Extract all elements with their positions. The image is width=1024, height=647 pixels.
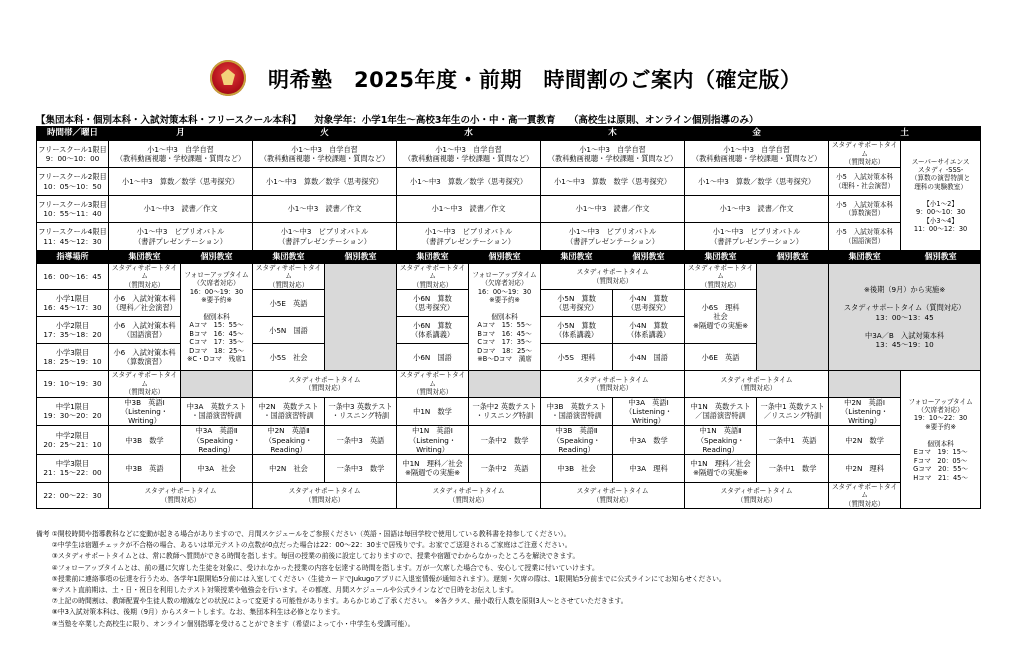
cell: 中2N 英語Ⅱ （Speaking・Reading） — [253, 426, 325, 455]
cell: 中3B 英語 — [109, 454, 181, 482]
cell: 中1N 数学 — [397, 397, 469, 426]
group-room: 集団教室 — [829, 251, 901, 264]
cell: 小1～中3 自学自習 （教科動画視聴・学校課題・質問など） — [397, 141, 541, 168]
followup-cell: フォローアップタイム （欠席者対応） 16：00～19：30 ※要予約※ 個別本科 Aコマ 15：55～ Bコマ 16：45～ Cコマ 17：35～ Dコマ 18：25～ ※C・Dコマ 残席1 — [181, 264, 253, 371]
indiv-room: 個別教室 — [325, 251, 397, 264]
slot-label: 小学3限目 18：25～19：10 — [37, 344, 109, 371]
cell: 小1～中3 読書／作文 — [685, 196, 829, 223]
slot-label: 中学1限目 19：30～20：20 — [37, 397, 109, 426]
slot-label: 中学2限目 20：25～21：10 — [37, 426, 109, 455]
cell: 小6N 算数 （体系講義） — [397, 317, 469, 344]
note-line: 備考 ①開校時間や指導教科などに変動が起きる場合がありますので、月間スケジュールをご参照ください（英語・国語は毎回学校で使用している教科書を持参してください）。 — [36, 530, 571, 538]
table-row — [37, 482, 981, 508]
cell: 小5E 英語 — [253, 290, 325, 317]
cell: 小1～中3 自学自習 （教科動画視聴・学校課題・質問など） — [109, 141, 253, 168]
cell: 一条中1 英語 — [757, 426, 829, 455]
cell: 中1N 理科／社会 ※隔週での実施※ — [685, 454, 757, 482]
place-header-row — [37, 251, 981, 264]
cell: スタディサポートタイム （質問対応） — [685, 371, 829, 397]
course-list: 【集団本科・個別本科・入試対策本科・フリースクール本科】 — [36, 115, 301, 126]
highschool-note: （高校生は原則、オンライン個別指導のみ） — [568, 115, 759, 126]
note-line: ⑦上記の時間割は、教師配置や生徒人数の増減などの状況によって変更する可能性があります。あらかじめご了承ください。 ※各クラス、最小敢行人数を原則3人～とさせていただきます。 — [36, 597, 628, 606]
cell: 中1N 英語Ⅰ （Listening・Writing） — [397, 426, 469, 455]
group-room: 集団教室 — [397, 251, 469, 264]
empty-cell — [469, 371, 541, 397]
cell: 小6E 英語 — [685, 344, 757, 371]
cell: 小1～中3 自学自習 （教科動画視聴・学校課題・質問など） — [685, 141, 829, 168]
cell: 小1～中3 読書／作文 — [109, 196, 253, 223]
indiv-room: 個別教室 — [757, 251, 829, 264]
group-room: 集団教室 — [253, 251, 325, 264]
cell: 中3A 英語Ⅱ （Speaking・Reading） — [181, 426, 253, 455]
day-wed: 水 — [397, 127, 541, 141]
cell: 小5N 算数 （体系講義） — [541, 317, 613, 344]
super-science-cell: スーパーサイエンス スタディ -SSS- （算数の演習特訓と 理科の実験教室） 【小1～2】 9：00～10：30 【小3～4】 11：00～12：30 — [901, 141, 981, 251]
cell: 中1N 理科／社会 ※隔週での実施※ — [397, 454, 469, 482]
saturday-cell: ※後期（9月）から実施※ スタディサポートタイム（質問対応） 13：00～13：45 中3A／B 入試対策本科 13：45～19：10 — [829, 264, 981, 371]
cell: 小1～中3 算数／数学（思考探究） — [685, 168, 829, 196]
cell: 一条中3 英数テスト ・リスニング特訓 — [325, 397, 397, 426]
cell: 中2N 英語Ⅰ （Listening・Writing） — [829, 397, 901, 426]
cell: 小1～中3 自学自習 （教科動画視聴・学校課題・質問など） — [253, 141, 397, 168]
cell: 中2N 英数テスト ・国語演習特訓 — [253, 397, 325, 426]
cell: 小6 入試対策本科 （国語演習） — [109, 317, 181, 344]
group-room: 集団教室 — [541, 251, 613, 264]
cell: スタディサポートタイム （質問対応） — [685, 482, 829, 508]
cell: スタディサポートタイム （質問対応） — [109, 264, 181, 290]
cell: 中3B 社会 — [541, 454, 613, 482]
note-line: ⑤授業前に連絡事項の伝達を行うため、各学年1限開始5分前には入室してください（生徒カードでJukugoアプリに入退室情報が通知されます）。遅刻・欠席の際は、1限開始5分前までに公式ラインにてお知らせください。 — [36, 574, 726, 583]
empty-cell — [829, 371, 901, 397]
target-grades: 対象学年：小学1年生～高校3年生の小・中・高一貫教育 — [314, 115, 556, 126]
cell: 小1～中3 自学自習 （教科動画視聴・学校課題・質問など） — [541, 141, 685, 168]
cell: 小4N 国語 — [613, 344, 685, 371]
cell: 小1～中3 ビブリオバトル （書評プレゼンテーション） — [253, 223, 397, 251]
cell: 中3A 数学 — [613, 426, 685, 455]
cell: 中3B 数学 — [109, 426, 181, 455]
cell: 小1～中3 ビブリオバトル （書評プレゼンテーション） — [541, 223, 685, 251]
cell: 中3B 英数テスト ・国語演習特訓 — [541, 397, 613, 426]
cell: 中3A 社会 — [181, 454, 253, 482]
cell: スタディサポートタイム （質問対応） — [685, 264, 757, 290]
slot-label: 16：00～16：45 — [37, 264, 109, 290]
cell: 小5N 算数 （思考探究） — [541, 290, 613, 317]
cell: スタディサポートタイム （質問対応） — [541, 371, 685, 397]
note-line: ④フォローアップタイムとは、前の週に欠席した生徒を対象に、受けれなかった授業の内容を伝達する時間を指します。万が一欠席した場合でも、安心して授業に付いていけます。 — [36, 563, 599, 572]
table-row — [37, 196, 981, 223]
table-row — [37, 426, 981, 455]
cell: 中3B 英語Ⅰ （Listening・Writing） — [109, 397, 181, 426]
slot-label: 小学1限目 16：45～17：30 — [37, 290, 109, 317]
cell: 小5S 理科 — [541, 344, 613, 371]
cell: 小1～中3 算数／数学（思考探究） — [109, 168, 253, 196]
notes — [36, 529, 986, 630]
slot-label: 小学2限目 17：35～18：20 — [37, 317, 109, 344]
day-mon: 月 — [109, 127, 253, 141]
cell: スタディサポートタイム （質問対応） — [829, 141, 901, 168]
cell: 小5 入試対策本科 （算数演習） — [829, 196, 901, 223]
indiv-room: 個別教室 — [469, 251, 541, 264]
empty-cell — [325, 264, 397, 371]
cell: 一条中2 英語 — [469, 454, 541, 482]
timetable — [36, 126, 981, 509]
cell: 小6N 算数 （思考探究） — [397, 290, 469, 317]
indiv-room: 個別教室 — [613, 251, 685, 264]
note-line: ⑧中3入試対策本科は、後期（9月）からスタートします。なお、集団本科生は必修となります。 — [36, 608, 345, 617]
note-line: ②中学生は宿題チェックが不合格の場合、あるいは単元テストの点数が0点だった場合は22：00～22：30まで居残りです。お家でご送迎されるご家庭はご注意ください。 — [36, 541, 572, 550]
day-thu: 木 — [541, 127, 685, 141]
cell: 小1～中3 ビブリオバトル （書評プレゼンテーション） — [109, 223, 253, 251]
page-title: 明希塾 2025年度・前期 時間割のご案内（確定版） — [268, 68, 802, 92]
cell: 一条中2 数学 — [469, 426, 541, 455]
note-line: ③スタディサポートタイムとは、常に教師へ質問ができる時間を指します。毎回の授業の前後に設定しておりますので、授業や宿題でわからなかったところを解決できます。 — [36, 552, 580, 561]
cell: 小1～中3 読書／作文 — [253, 196, 397, 223]
cell: 小1～中3 読書／作文 — [541, 196, 685, 223]
cell: 小6S 理科 社会 ※隔週での実施※ — [685, 290, 757, 344]
place-label: 指導場所 — [37, 251, 109, 264]
slot-label: 中学3限目 21：15～22：00 — [37, 454, 109, 482]
slot-label: フリースクール2限目 10：05～10：50 — [37, 168, 109, 196]
cell: 小1～中3 算数／数学（思考探究） — [397, 168, 541, 196]
table-row — [37, 264, 981, 290]
school-logo-icon — [210, 60, 246, 96]
cell: 中1N 英数テスト ／国語演習特訓 — [685, 397, 757, 426]
indiv-room: 個別教室 — [181, 251, 253, 264]
cell: スタディサポートタイム （質問対応） — [253, 371, 397, 397]
cell: スタディサポートタイム （質問対応） — [397, 264, 469, 290]
cell: 小4N 算数 （思考探究） — [613, 290, 685, 317]
table-row — [37, 397, 981, 426]
day-header-row — [37, 127, 981, 141]
cell: 中1N 英語Ⅱ （Speaking・Reading） — [685, 426, 757, 455]
cell: スタディサポートタイム （質問対応） — [397, 371, 469, 397]
slot-label: 22：00～22：30 — [37, 482, 109, 508]
day-fri: 金 — [685, 127, 829, 141]
cell: 小5 入試対策本科 （理科・社会演習） — [829, 168, 901, 196]
cell: 小1～中3 ビブリオバトル （書評プレゼンテーション） — [685, 223, 829, 251]
table-row — [37, 141, 981, 168]
slot-label: 19：10～19：30 — [37, 371, 109, 397]
cell: 小1～中3 算数／数学（思考探究） — [253, 168, 397, 196]
followup-cell: フォローアップタイム （欠席者対応） 16：00～19：30 ※要予約※ 個別本科 Aコマ 15：55～ Bコマ 16：45～ Cコマ 17：35～ Dコマ 18：25～ ※B～Dコマ 満席 — [469, 264, 541, 371]
cell: 小4N 算数 （体系講義） — [613, 317, 685, 344]
cell: 小5 入試対策本科 （国語演習） — [829, 223, 901, 251]
cell: スタディサポートタイム （質問対応） — [829, 482, 901, 508]
cell: 中3B 英語Ⅱ （Speaking・Reading） — [541, 426, 613, 455]
cell: スタディサポートタイム （質問対応） — [397, 482, 541, 508]
cell: 中2N 数学 — [829, 426, 901, 455]
cell: 中2N 社会 — [253, 454, 325, 482]
empty-cell — [757, 264, 829, 371]
cell: 中3A 英語Ⅰ （Listening・Writing） — [613, 397, 685, 426]
cell: スタディサポートタイム （質問対応） — [109, 482, 253, 508]
cell: 小6 入試対策本科 （理科／社会演習） — [109, 290, 181, 317]
cell: スタディサポートタイム （質問対応） — [253, 264, 325, 290]
cell: 中3A 理科 — [613, 454, 685, 482]
table-row — [37, 168, 981, 196]
cell: スタディサポートタイム （質問対応） — [541, 264, 685, 290]
cell: 小6N 国語 — [397, 344, 469, 371]
followup-cell-sat: フォローアップタイム （欠席者対応） 19：10～22：30 ※要予約※ 個別本科 Eコマ 19：15～ Fコマ 20：05～ Gコマ 20：55～ Hコマ 21：45～ — [901, 371, 981, 509]
day-tue: 火 — [253, 127, 397, 141]
cell: 小5S 社会 — [253, 344, 325, 371]
cell: 一条中3 英語 — [325, 426, 397, 455]
slot-label: フリースクール4限目 11：45～12：30 — [37, 223, 109, 251]
table-row — [37, 223, 981, 251]
cell: 小5N 国語 — [253, 317, 325, 344]
cell: 一条中3 数学 — [325, 454, 397, 482]
table-row — [37, 454, 981, 482]
cell: 小1～中3 ビブリオバトル （書評プレゼンテーション） — [397, 223, 541, 251]
cell: スタディサポートタイム （質問対応） — [253, 482, 397, 508]
note-line: ⑨当塾を卒業した高校生に限り、オンライン個別指導を受けることができます（希望によって小・中学生も受講可能）。 — [36, 619, 415, 628]
cell: スタディサポートタイム （質問対応） — [109, 371, 181, 397]
cell: 一条中1 数学 — [757, 454, 829, 482]
slot-header: 時間帯／曜日 — [37, 127, 109, 141]
group-room: 集団教室 — [685, 251, 757, 264]
cell: 一条中2 英数テスト ・リスニング特訓 — [469, 397, 541, 426]
cell: 一条中1 英数テスト ／リスニング特訓 — [757, 397, 829, 426]
course-subtitle — [36, 112, 769, 126]
empty-cell — [181, 371, 253, 397]
note-line: ⑥テスト直前期は、土・日・祝日を利用したテスト対策授業や勉強会を行います。その都度、月間スケジュールや公式ラインなどで日時をお伝えします。 — [36, 586, 518, 595]
cell: 小1～中3 読書／作文 — [397, 196, 541, 223]
cell: 中3A 英数テスト ・国語演習特訓 — [181, 397, 253, 426]
slot-label: フリースクール1限目 9：00～10：00 — [37, 141, 109, 168]
cell: 小1～中3 算数 数学（思考探究） — [541, 168, 685, 196]
slot-label: フリースクール3限目 10：55～11：40 — [37, 196, 109, 223]
cell: 小6 入試対策本科 （算数演習） — [109, 344, 181, 371]
group-room: 集団教室 — [109, 251, 181, 264]
cell: 中2N 理科 — [829, 454, 901, 482]
table-row — [37, 371, 981, 397]
indiv-room: 個別教室 — [901, 251, 981, 264]
cell: スタディサポートタイム （質問対応） — [541, 482, 685, 508]
day-sat: 土 — [829, 127, 981, 141]
